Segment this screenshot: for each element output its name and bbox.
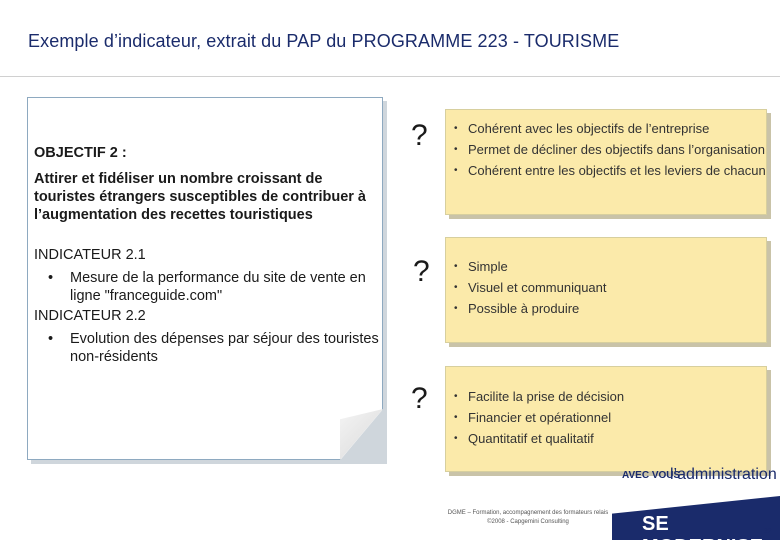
bullet-icon: • [454,144,458,155]
question-mark-2: ? [413,255,430,288]
criteria-box-1 [445,109,767,215]
title-divider [0,76,780,77]
bullet-icon: • [454,391,458,402]
page-title: Exemple d’indicateur, extrait du PAP du PROGRAMME 223 - TOURISME [28,31,620,51]
note-content [34,144,379,366]
bullet-icon: • [454,165,458,176]
bullet-icon: • [454,433,458,444]
question-mark-3: ? [411,382,428,415]
objective-note-card [27,97,387,464]
logo-se-modernise: SE MODERNISE [642,513,764,558]
bullet-icon: • [48,331,54,347]
logo-administration: l’administration [670,466,777,483]
indicateur-1-heading: INDICATEUR 2.1 [34,247,146,263]
criteria-item: • Cohérent avec les objectifs de l’entreprise [454,121,710,136]
footer-line-1: DGME – Formation, accompagnement des formateurs relais [447,510,609,516]
criteria-item: • Facilite la prise de décision [454,389,625,404]
criteria-box-2 [445,237,767,343]
bullet-icon: • [454,282,458,293]
criteria-item: • Permet de décliner des objectifs dans l’organisation [454,142,766,157]
indicateur-1-text: Mesure de la performance du site de vente en ligne "franceguide.com" [70,270,366,304]
criteria-box-3 [445,366,767,472]
indicateur-1-item [34,269,379,305]
criteria-item: • Possible à produire [454,301,580,316]
bullet-icon: • [48,270,54,286]
indicateur-2-text: Evolution des dépenses par séjour des touristes non-résidents [70,331,379,365]
question-mark-1: ? [411,119,428,152]
criteria-item: • Cohérent entre les objectifs et les leviers de chacun [454,163,766,178]
criteria-item: • Financier et opérationnel [454,410,612,425]
page-number: 32 [764,528,772,535]
footer-line-2: ©2008 - Capgemini Consulting [487,519,569,525]
objectif-heading: OBJECTIF 2 : [34,145,127,161]
indicateur-2-item [34,330,379,366]
bullet-icon: • [454,123,458,134]
bullet-icon: • [454,412,458,423]
objectif-text: Attirer et fidéliser un nombre croissant de touristes étrangers susceptibles de contribuer à l’augmentation des recettes touristiques [34,171,366,223]
criteria-item: • Simple [454,259,508,274]
bullet-icon: • [454,261,458,272]
criteria-item: • Quantitatif et qualitatif [454,431,594,446]
criteria-item: • Visuel et communiquant [454,280,607,295]
administration-logo [612,466,780,558]
indicateur-2-heading: INDICATEUR 2.2 [34,308,146,324]
bullet-icon: • [454,303,458,314]
logo-avec-vous: AVEC VOUS [622,470,681,481]
